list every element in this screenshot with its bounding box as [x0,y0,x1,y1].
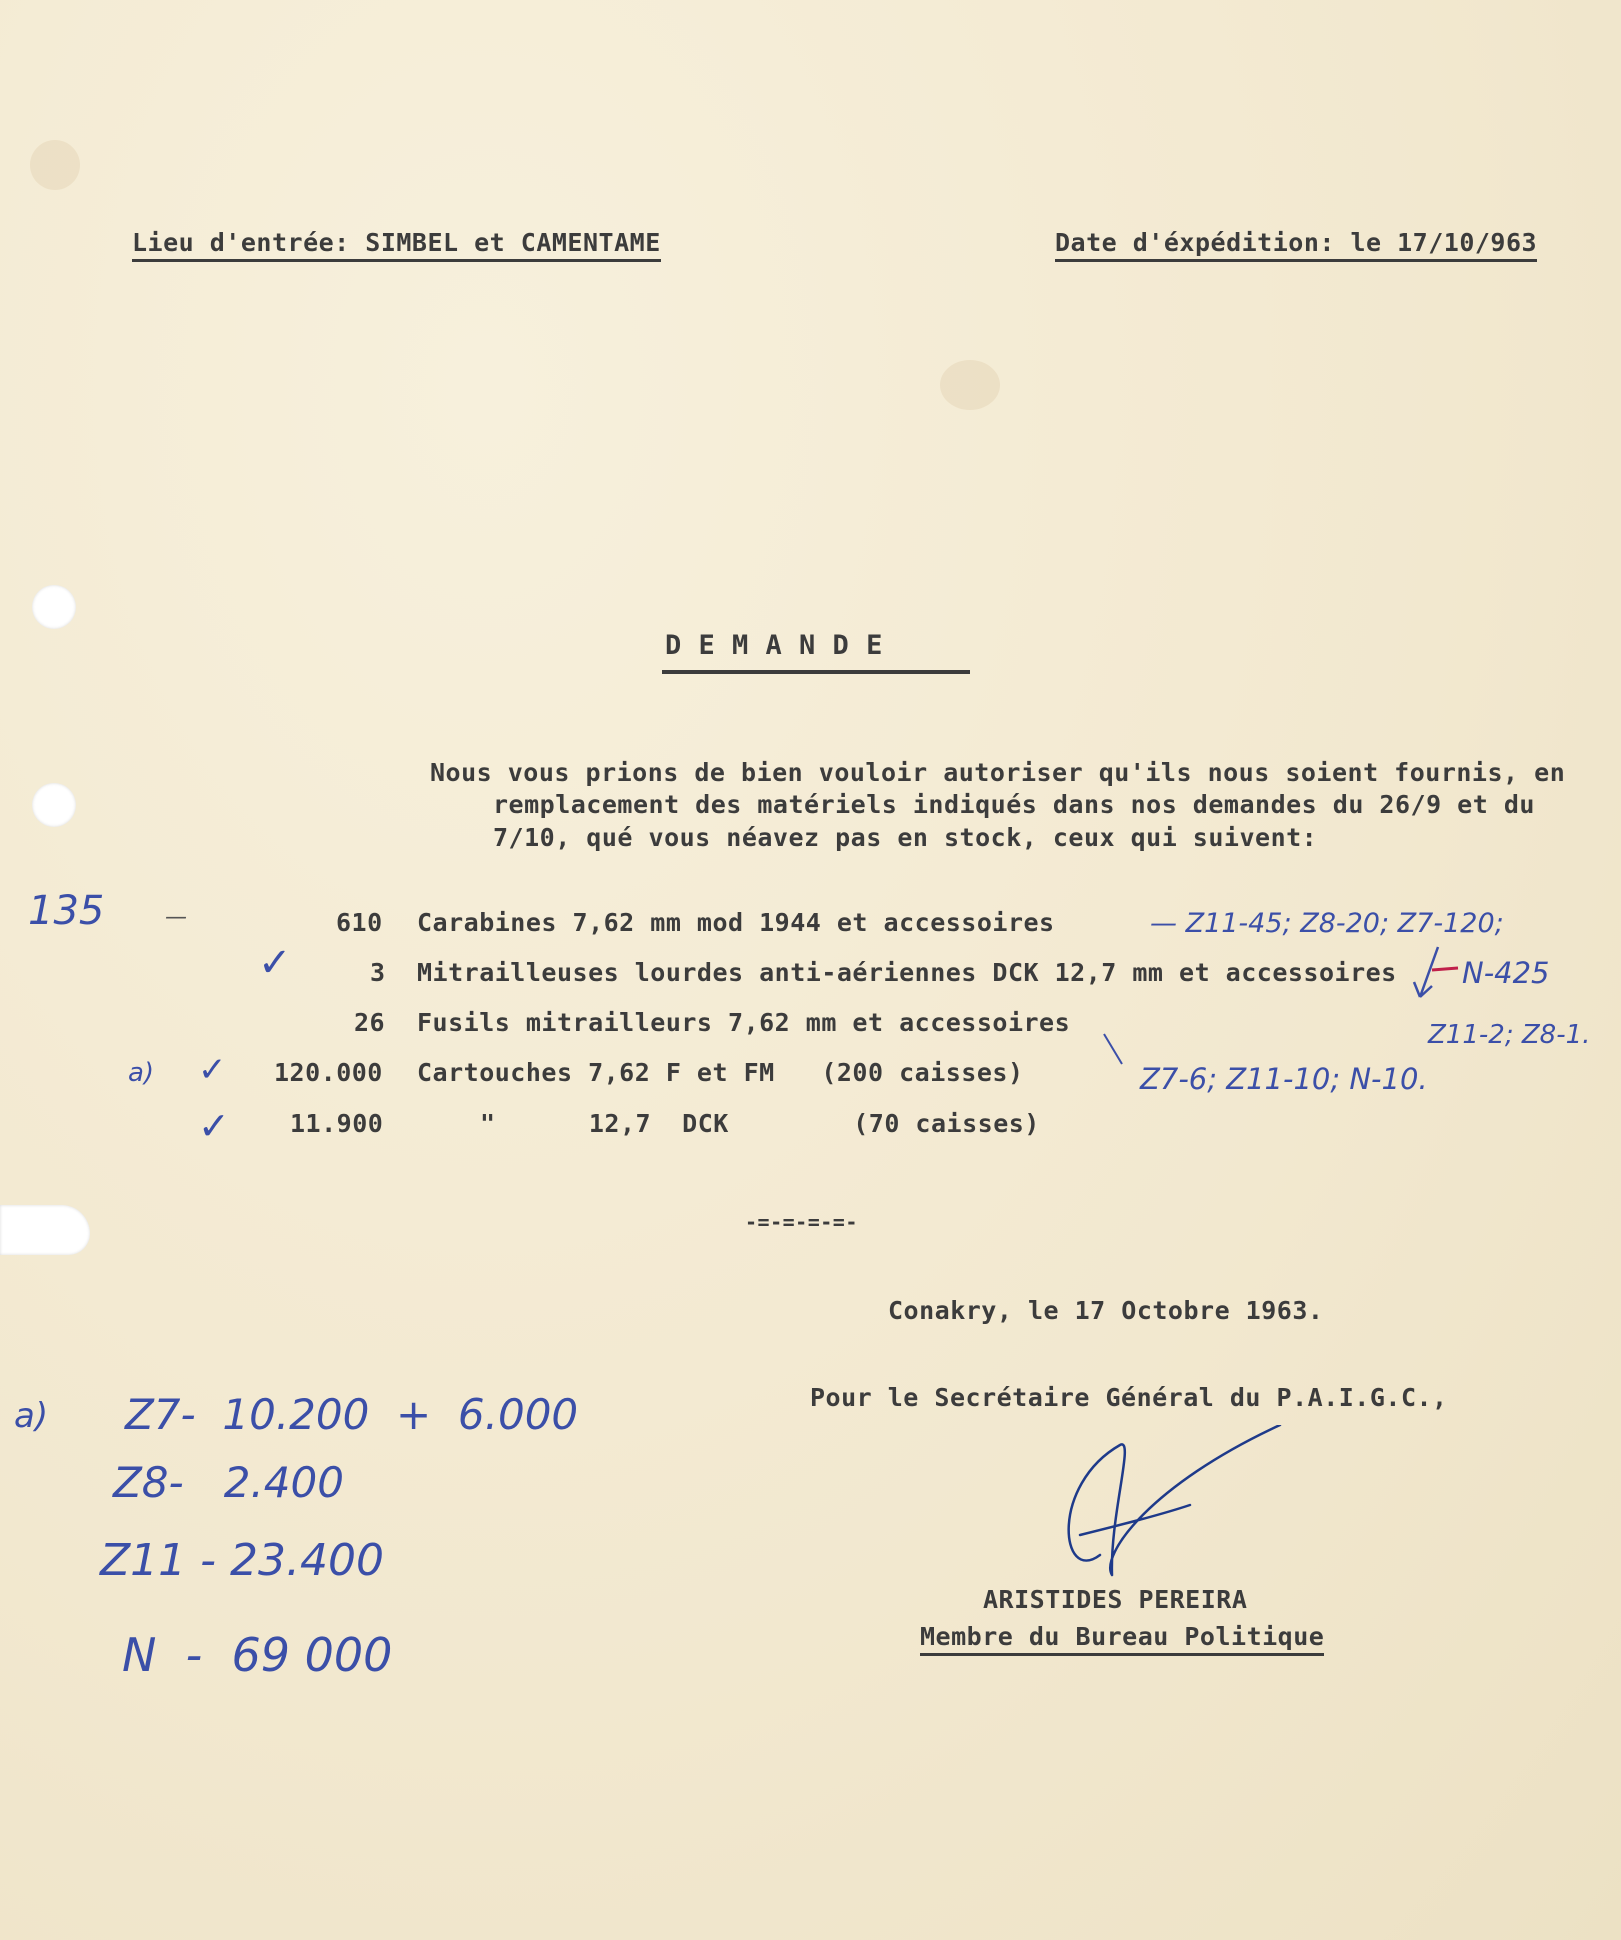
stroke-mark [1100,1030,1130,1070]
handwritten-note: — Z11-45; Z8-20; Z7-120; [1150,908,1504,939]
signatory-role: Membre du Bureau Politique [920,1622,1324,1656]
item-qty: 610 [336,908,383,937]
item-desc: Cartouches 7,62 F et FM (200 caisses) [417,1058,1024,1087]
handwritten-number: 135 [28,888,105,934]
handwritten-ledger-line: N - 69 000 [122,1628,393,1682]
handwritten-label: a) [14,1396,49,1436]
signatory-name: ARISTIDES PEREIRA [983,1585,1248,1614]
paragraph-line-3: 7/10, qué vous néavez pas en stock, ceux qui suivent: [493,823,1318,852]
item-qty: 26 [354,1008,386,1037]
item-desc: " 12,7 DCK (70 caisses) [480,1109,1040,1138]
item-desc: Carabines 7,62 mm mod 1944 et accessoires [417,908,1055,937]
handwritten-label: a) [128,1058,155,1088]
handwritten-ledger-line: Z7- 10.200 + 6.000 [125,1390,579,1439]
handwritten-ledger-line: Z11 - 23.400 [100,1535,384,1586]
checkmark-icon: ✓ [198,1050,227,1090]
handwritten-note: Z7-6; Z11-10; N-10. [1140,1062,1428,1096]
punch-hole [32,783,76,827]
punch-hole [32,585,76,629]
item-qty: 3 [370,958,386,987]
arrow-icon [1408,942,1468,1012]
item-desc: Mitrailleuses lourdes anti-aériennes DCK 12,7 mm et accessoires [417,958,1397,987]
handwritten-note: Z11-2; Z8-1. [1428,1020,1591,1050]
document-title: D E M A N D E [665,630,883,661]
shipping-date: Date d'éxpédition: le 17/10/963 [1055,228,1537,262]
handwritten-ledger-line: Z8- 2.400 [113,1458,344,1507]
title-underline [662,670,970,674]
checkmark-icon: ✓ [258,940,292,986]
paragraph-line-1: Nous vous prions de bien vouloir autoriser qu'ils nous soient fournis, en [430,758,1566,787]
entry-location: Lieu d'entrée: SIMBEL et CAMENTAME [132,228,661,262]
checkmark-icon: ✓ [198,1104,230,1148]
item-qty: 120.000 [274,1058,383,1087]
handwritten-dash: — [165,905,187,930]
handwritten-signature [1040,1425,1300,1595]
torn-punch-hole [0,1205,90,1255]
place-date: Conakry, le 17 Octobre 1963. [888,1296,1324,1325]
item-qty: 11.900 [290,1109,384,1138]
handwritten-note: N-425 [1462,956,1550,990]
paper-stain [30,140,80,190]
item-desc: Fusils mitrailleurs 7,62 mm et accessoires [417,1008,1071,1037]
for-secretary-line: Pour le Secrétaire Général du P.A.I.G.C., [810,1383,1448,1412]
paper-stain [940,360,1000,410]
paragraph-line-2: remplacement des matériels indiqués dans nos demandes du 26/9 et du [493,790,1535,819]
separator: -=-=-=-=- [745,1210,858,1234]
